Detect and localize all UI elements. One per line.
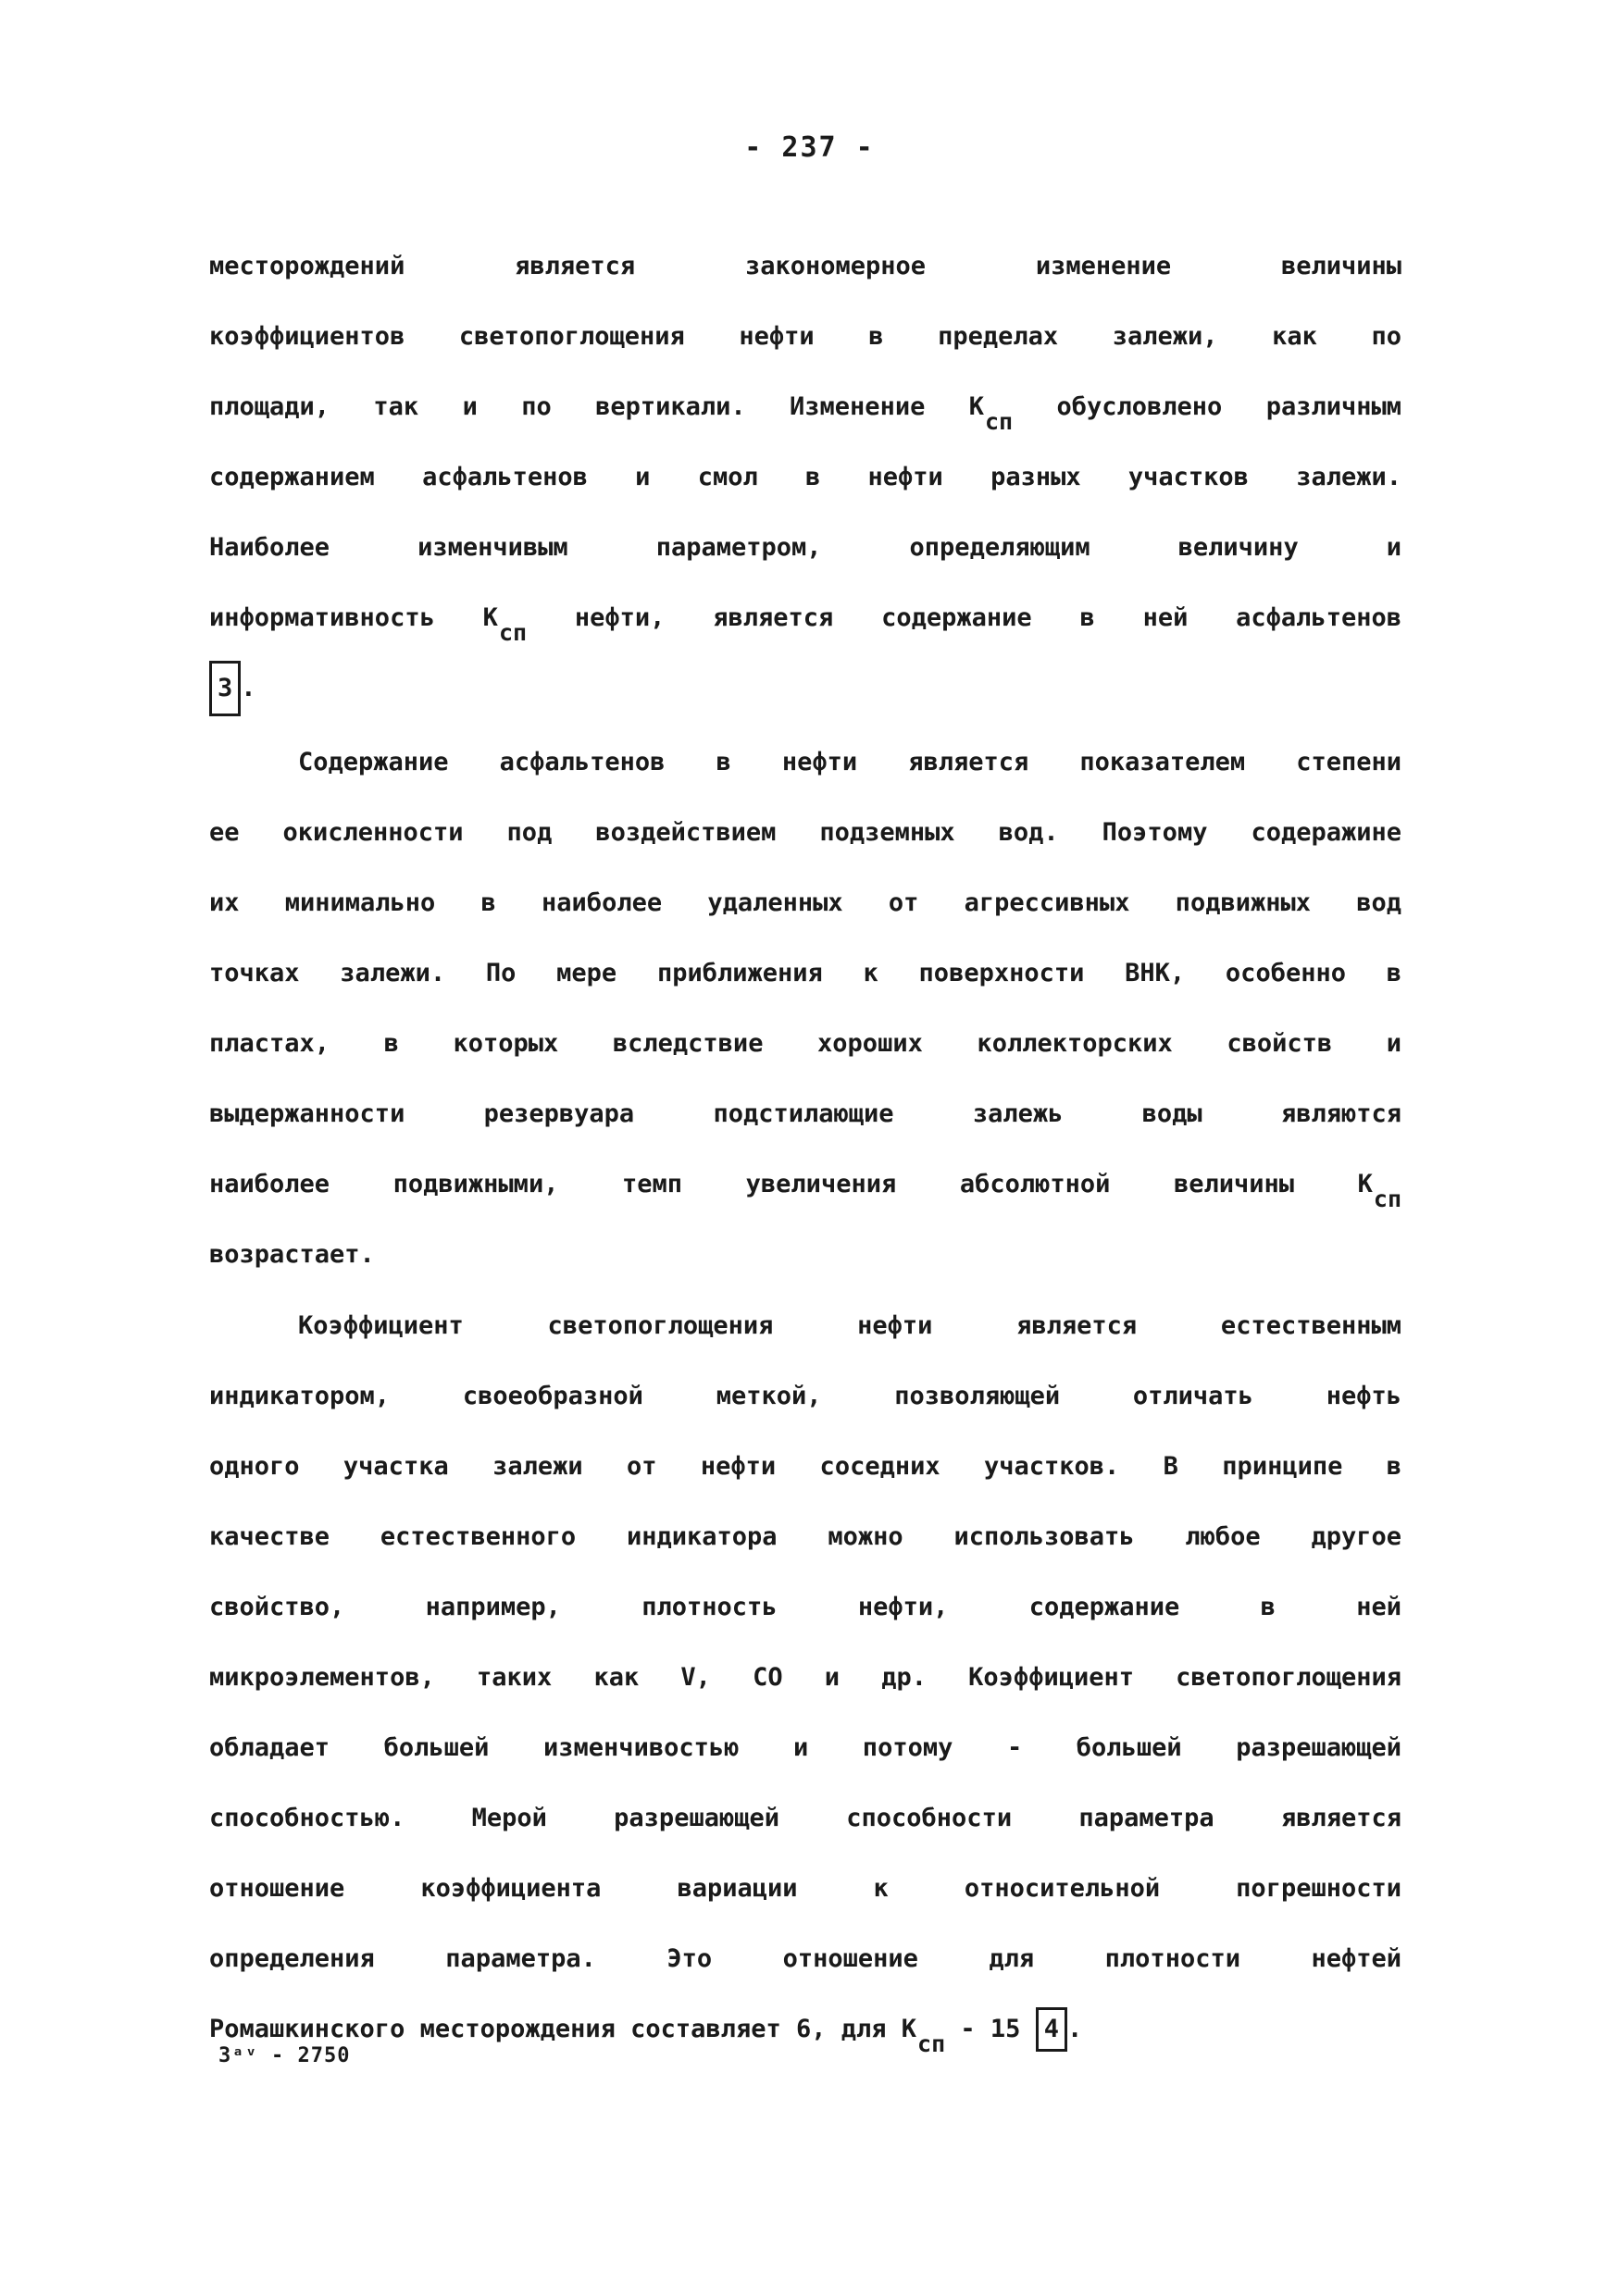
text-line — [209, 372, 1401, 442]
paragraph-3 — [209, 1291, 1401, 2065]
handwritten-note: 3ᵃᵛ - 2750 — [218, 2044, 351, 2067]
text-line: Содержание асфальтенов в нефти является показателем степени — [298, 748, 1401, 776]
k-subscript: сп — [1373, 1185, 1401, 1212]
reference-4: 4 — [1036, 2007, 1067, 2052]
text-line — [209, 583, 1401, 653]
text-line: их минимально в наиболее удаленных от агрессивных подвижных вод — [209, 888, 1401, 917]
text-line — [209, 1149, 1401, 1220]
text-line: определения параметра. Это отношение для плотности нефтей — [209, 1944, 1401, 1973]
text-line: свойство, например, плотность нефти, содержание в ней — [209, 1593, 1401, 1621]
text-line: ее окисленности под воздействием подземных вод. Поэтому содеражине — [209, 818, 1401, 847]
text-line: Наиболее изменчивым параметром, определяющим величину и — [209, 533, 1401, 562]
paragraph-2 — [209, 727, 1401, 1290]
k-symbol: K — [968, 392, 984, 421]
text-line: отношение коэффициента вариации к относительной погрешности — [209, 1874, 1401, 1903]
text-fragment: площади, так и по вертикали. Изменение — [209, 392, 926, 421]
text-line: индикатором, своеобразной меткой, позволяющей отличать нефть — [209, 1382, 1401, 1410]
text-line: возрастает. — [209, 1240, 375, 1269]
k-subscript: сп — [985, 408, 1014, 435]
text-line: обладает большей изменчивостью и потому - большей разрешающей — [209, 1733, 1401, 1762]
k-symbol: K — [901, 2015, 917, 2043]
text-line: содержанием асфальтенов и смол в нефти разных участков залежи. — [209, 463, 1401, 491]
k-subscript: сп — [498, 619, 528, 646]
text-line: месторождений является закономерное изменение величины — [209, 252, 1401, 280]
k-subscript: сп — [917, 2030, 946, 2057]
text-fragment: Ромашкинского месторождения составляет 6, для — [209, 2015, 887, 2043]
text-line: пластах, в которых вследствие хороших коллекторских свойств и — [209, 1029, 1401, 1058]
text-line: точках залежи. По мере приближения к поверхности ВНК, особенно в — [209, 959, 1401, 987]
text-line: микроэлементов, таких как V, CO и др. Коэффициент светопоглощения — [209, 1663, 1401, 1692]
text-fragment: - 15 — [960, 2015, 1021, 2043]
text-line: коэффициентов светопоглощения нефти в пределах залежи, как по — [209, 322, 1401, 351]
text-line: выдержанности резервуара подстилающие залежь воды являются — [209, 1099, 1401, 1128]
text-fragment: наиболее подвижными, темп увеличения абсолютной величины — [209, 1170, 1295, 1198]
reference-3: 3 — [209, 661, 241, 716]
text-fragment: нефти, является содержание в ней асфальтенов — [574, 603, 1401, 632]
page-number: - 237 - — [744, 131, 875, 164]
paragraph-1 — [209, 231, 1401, 724]
text-fragment: информативность — [209, 603, 435, 632]
text-line: качестве естественного индикатора можно использовать любое другое — [209, 1522, 1401, 1551]
k-symbol: K — [482, 603, 498, 632]
text-line: 3 . — [209, 653, 1401, 724]
text-line: способностью. Мерой разрешающей способности параметра является — [209, 1804, 1401, 1832]
text-fragment: обусловлено различным — [1056, 392, 1401, 421]
text-line: Коэффициент светопоглощения нефти является естественным — [298, 1311, 1401, 1340]
text-line: одного участка залежи от нефти соседних участков. В принципе в — [209, 1452, 1401, 1481]
k-symbol: K — [1357, 1170, 1373, 1198]
text-line: Ромашкинского месторождения составляет 6, для Kсп - 15 4 . — [209, 1994, 1401, 2065]
